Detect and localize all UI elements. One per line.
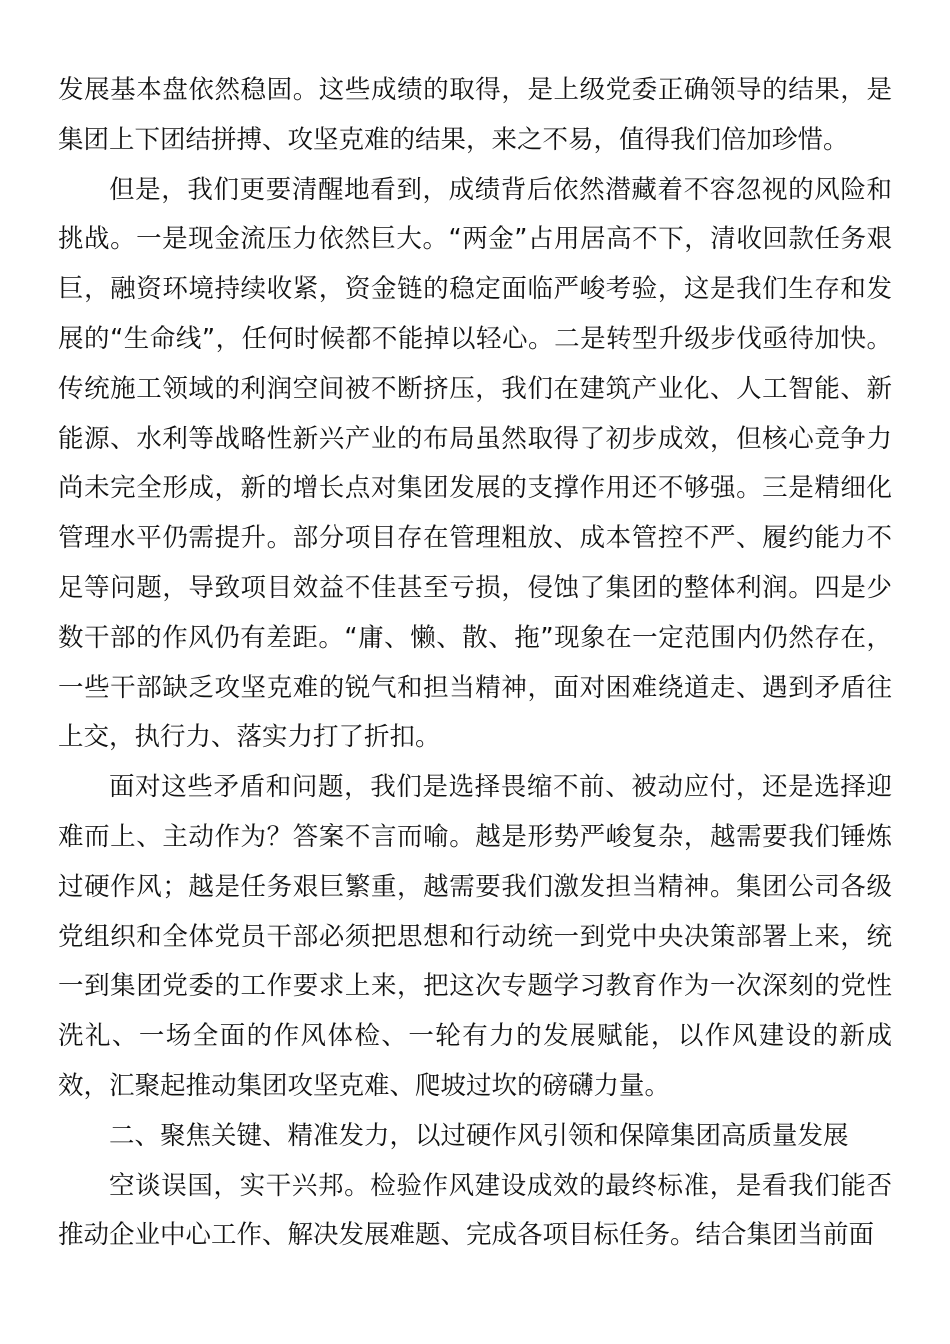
paragraph-risks-and-challenges: 但是，我们更要清醒地看到，成绩背后依然潜藏着不容忽视的风险和挑战。一是现金流压力依然巨大。“两金”占用居高不下，清收回款任务艰巨，融资环境持续收紧，资金链的稳定面临严峻考验，这是我们生存和发展的“生命线”，任何时候都不能掉以轻心。二是转型升级步伐亟待加快。传统施工领域的利润空间被不断挤压，我们在建筑产业化、人工智能、新能源、水利等战略性新兴产业的布局虽然取得了初步成效，但核心竞争力尚未完全形成，新的增长点对集团发展的支撑作用还不够强。三是精细化管理水平仍需提升。部分项目存在管理粗放、成本管控不严、履约能力不足等问题，导致项目效益不佳甚至亏损，侵蚀了集团的整体利润。四是少数干部的作风仍有差距。“庸、懒、散、拖”现象在一定范围内仍然存在，一些干部缺乏攻坚克难的锐气和担当精神，面对困难绕道走、遇到矛盾往上交，执行力、落实力打了折扣。 [58,174,892,753]
paragraph-facing-problems: 面对这些矛盾和问题，我们是选择畏缩不前、被动应付，还是选择迎难而上、主动作为？答案不言而喻。越是形势严峻复杂，越需要我们锤炼过硬作风；越是任务艰巨繁重，越需要我们激发担当精神。集团公司各级党组织和全体党员干部必须把思想和行动统一到党中央决策部署上来，统一到集团党委的工作要求上来，把这次专题学习教育作为一次深刻的党性洗礼、一场全面的作风体检、一轮有力的发展赋能，以作风建设的新成效，汇聚起推动集团攻坚克难、爬坡过坎的磅礴力量。 [58,772,892,1101]
document-body [58,66,892,1261]
paragraph-action-standard: 空谈误国，实干兴邦。检验作风建设成效的最终标准，是看我们能否推动企业中心工作、解决发展难题、完成各项目标任务。结合集团当前面 [58,1170,892,1251]
paragraph-continuation: 发展基本盘依然稳固。这些成绩的取得，是上级党委正确领导的结果，是集团上下团结拼搏、攻坚克难的结果，来之不易，值得我们倍加珍惜。 [58,75,892,155]
section-heading-two: 二、聚焦关键、精准发力，以过硬作风引领和保障集团高质量发展 [109,1120,849,1151]
